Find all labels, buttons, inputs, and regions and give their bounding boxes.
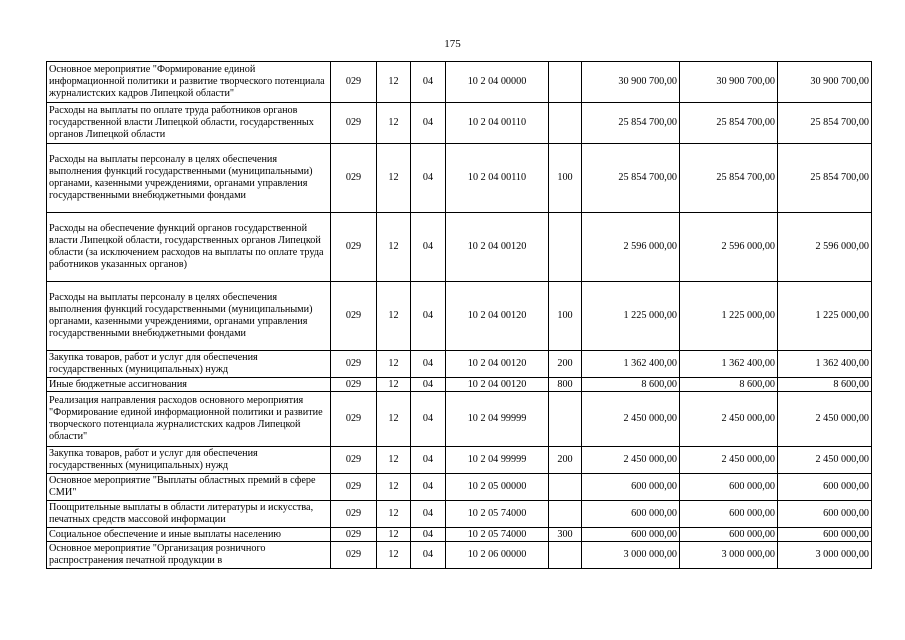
row-pr: 04 xyxy=(411,282,446,351)
row-gr: 029 xyxy=(331,392,377,447)
row-rz: 12 xyxy=(377,447,411,474)
row-name: Расходы на обеспечение функций органов государственной власти Липецкой области, государственных органов Липецкой области (за исключением расходов на выплаты по оплате труда работников указанных органов) xyxy=(47,213,331,282)
row-vr: 200 xyxy=(549,351,582,378)
row-pr: 04 xyxy=(411,103,446,144)
page-number: 175 xyxy=(444,38,461,50)
row-name: Иные бюджетные ассигнования xyxy=(47,378,331,392)
row-name: Основное мероприятие "Выплаты областных премий в сфере СМИ" xyxy=(47,474,331,501)
row-rz: 12 xyxy=(377,392,411,447)
row-sum-2: 600 000,00 xyxy=(680,528,778,542)
table-row xyxy=(47,282,872,351)
row-vr xyxy=(549,542,582,569)
budget-table xyxy=(46,61,872,569)
row-gr: 029 xyxy=(331,213,377,282)
row-csr: 10 2 04 00120 xyxy=(446,282,549,351)
row-csr: 10 2 05 74000 xyxy=(446,501,549,528)
row-pr: 04 xyxy=(411,447,446,474)
row-pr: 04 xyxy=(411,62,446,103)
row-pr: 04 xyxy=(411,392,446,447)
row-name: Расходы на выплаты по оплате труда работников органов государственной власти Липецкой области, государственных органов Липецкой области xyxy=(47,103,331,144)
row-vr xyxy=(549,501,582,528)
row-sum-3: 600 000,00 xyxy=(778,528,872,542)
row-vr xyxy=(549,103,582,144)
table-row xyxy=(47,474,872,501)
table-row xyxy=(47,528,872,542)
row-sum-3: 25 854 700,00 xyxy=(778,103,872,144)
row-sum-2: 1 225 000,00 xyxy=(680,282,778,351)
table-row xyxy=(47,447,872,474)
row-sum-1: 8 600,00 xyxy=(582,378,680,392)
row-name: Социальное обеспечение и иные выплаты населению xyxy=(47,528,331,542)
row-sum-2: 1 362 400,00 xyxy=(680,351,778,378)
row-name: Закупка товаров, работ и услуг для обеспечения государственных (муниципальных) нужд xyxy=(47,447,331,474)
row-rz: 12 xyxy=(377,282,411,351)
row-csr: 10 2 04 99999 xyxy=(446,392,549,447)
row-csr: 10 2 04 00120 xyxy=(446,378,549,392)
row-sum-3: 2 450 000,00 xyxy=(778,392,872,447)
row-pr: 04 xyxy=(411,474,446,501)
row-sum-1: 25 854 700,00 xyxy=(582,144,680,213)
row-csr: 10 2 04 00110 xyxy=(446,144,549,213)
row-sum-2: 25 854 700,00 xyxy=(680,144,778,213)
row-rz: 12 xyxy=(377,501,411,528)
row-name: Поощрительные выплаты в области литературы и искусства, печатных средств массовой информации xyxy=(47,501,331,528)
row-rz: 12 xyxy=(377,542,411,569)
row-name: Расходы на выплаты персоналу в целях обеспечения выполнения функций государственными (муниципальными) органами, казенными учреждениями, органами управления государственными внебюджетными фондами xyxy=(47,282,331,351)
row-sum-3: 600 000,00 xyxy=(778,501,872,528)
row-rz: 12 xyxy=(377,378,411,392)
row-sum-1: 2 450 000,00 xyxy=(582,447,680,474)
row-gr: 029 xyxy=(331,351,377,378)
row-vr xyxy=(549,213,582,282)
row-sum-1: 1 225 000,00 xyxy=(582,282,680,351)
row-csr: 10 2 04 99999 xyxy=(446,447,549,474)
table-row xyxy=(47,501,872,528)
row-sum-1: 30 900 700,00 xyxy=(582,62,680,103)
row-sum-3: 2 596 000,00 xyxy=(778,213,872,282)
row-sum-2: 8 600,00 xyxy=(680,378,778,392)
row-gr: 029 xyxy=(331,528,377,542)
row-sum-2: 2 450 000,00 xyxy=(680,392,778,447)
row-sum-1: 2 450 000,00 xyxy=(582,392,680,447)
row-vr xyxy=(549,62,582,103)
row-csr: 10 2 04 00110 xyxy=(446,103,549,144)
row-name: Основное мероприятие "Организация розничного распространения печатной продукции в xyxy=(47,542,331,569)
row-pr: 04 xyxy=(411,378,446,392)
row-name: Закупка товаров, работ и услуг для обеспечения государственных (муниципальных) нужд xyxy=(47,351,331,378)
row-vr: 800 xyxy=(549,378,582,392)
row-pr: 04 xyxy=(411,528,446,542)
row-rz: 12 xyxy=(377,144,411,213)
row-gr: 029 xyxy=(331,501,377,528)
row-rz: 12 xyxy=(377,103,411,144)
row-sum-3: 3 000 000,00 xyxy=(778,542,872,569)
row-gr: 029 xyxy=(331,378,377,392)
row-sum-1: 1 362 400,00 xyxy=(582,351,680,378)
row-sum-2: 2 596 000,00 xyxy=(680,213,778,282)
row-csr: 10 2 05 00000 xyxy=(446,474,549,501)
row-vr xyxy=(549,474,582,501)
row-sum-1: 600 000,00 xyxy=(582,474,680,501)
row-sum-3: 30 900 700,00 xyxy=(778,62,872,103)
row-csr: 10 2 05 74000 xyxy=(446,528,549,542)
row-gr: 029 xyxy=(331,103,377,144)
table-row xyxy=(47,213,872,282)
table-row xyxy=(47,351,872,378)
row-pr: 04 xyxy=(411,542,446,569)
row-sum-2: 600 000,00 xyxy=(680,501,778,528)
row-rz: 12 xyxy=(377,351,411,378)
row-sum-2: 25 854 700,00 xyxy=(680,103,778,144)
row-pr: 04 xyxy=(411,501,446,528)
table-row xyxy=(47,144,872,213)
row-sum-3: 600 000,00 xyxy=(778,474,872,501)
row-sum-1: 600 000,00 xyxy=(582,528,680,542)
row-vr: 100 xyxy=(549,144,582,213)
row-rz: 12 xyxy=(377,213,411,282)
table-row xyxy=(47,542,872,569)
row-rz: 12 xyxy=(377,474,411,501)
row-csr: 10 2 04 00120 xyxy=(446,213,549,282)
row-sum-3: 2 450 000,00 xyxy=(778,447,872,474)
row-sum-2: 30 900 700,00 xyxy=(680,62,778,103)
row-sum-2: 3 000 000,00 xyxy=(680,542,778,569)
row-sum-2: 600 000,00 xyxy=(680,474,778,501)
row-vr: 200 xyxy=(549,447,582,474)
table-row xyxy=(47,62,872,103)
row-vr xyxy=(549,392,582,447)
row-pr: 04 xyxy=(411,213,446,282)
row-sum-2: 2 450 000,00 xyxy=(680,447,778,474)
row-name: Расходы на выплаты персоналу в целях обеспечения выполнения функций государственными (муниципальными) органами, казенными учреждениями, органами управления государственными внебюджетными фондами xyxy=(47,144,331,213)
row-sum-3: 1 362 400,00 xyxy=(778,351,872,378)
row-rz: 12 xyxy=(377,62,411,103)
row-sum-1: 600 000,00 xyxy=(582,501,680,528)
row-sum-3: 25 854 700,00 xyxy=(778,144,872,213)
table-row xyxy=(47,378,872,392)
table-row xyxy=(47,103,872,144)
row-sum-1: 2 596 000,00 xyxy=(582,213,680,282)
row-gr: 029 xyxy=(331,447,377,474)
row-vr: 100 xyxy=(549,282,582,351)
row-csr: 10 2 04 00000 xyxy=(446,62,549,103)
row-sum-1: 3 000 000,00 xyxy=(582,542,680,569)
row-rz: 12 xyxy=(377,528,411,542)
row-gr: 029 xyxy=(331,542,377,569)
row-sum-1: 25 854 700,00 xyxy=(582,103,680,144)
row-name: Реализация направления расходов основного мероприятия "Формирование единой информационной политики и развитие творческого потенциала журналистских кадров Липецкой области" xyxy=(47,392,331,447)
row-sum-3: 1 225 000,00 xyxy=(778,282,872,351)
row-pr: 04 xyxy=(411,144,446,213)
row-vr: 300 xyxy=(549,528,582,542)
row-sum-3: 8 600,00 xyxy=(778,378,872,392)
row-name: Основное мероприятие "Формирование единой информационной политики и развитие творческого потенциала журналистских кадров Липецкой области" xyxy=(47,62,331,103)
row-gr: 029 xyxy=(331,282,377,351)
row-pr: 04 xyxy=(411,351,446,378)
row-gr: 029 xyxy=(331,62,377,103)
row-csr: 10 2 04 00120 xyxy=(446,351,549,378)
row-gr: 029 xyxy=(331,144,377,213)
row-csr: 10 2 06 00000 xyxy=(446,542,549,569)
row-gr: 029 xyxy=(331,474,377,501)
table-row xyxy=(47,392,872,447)
